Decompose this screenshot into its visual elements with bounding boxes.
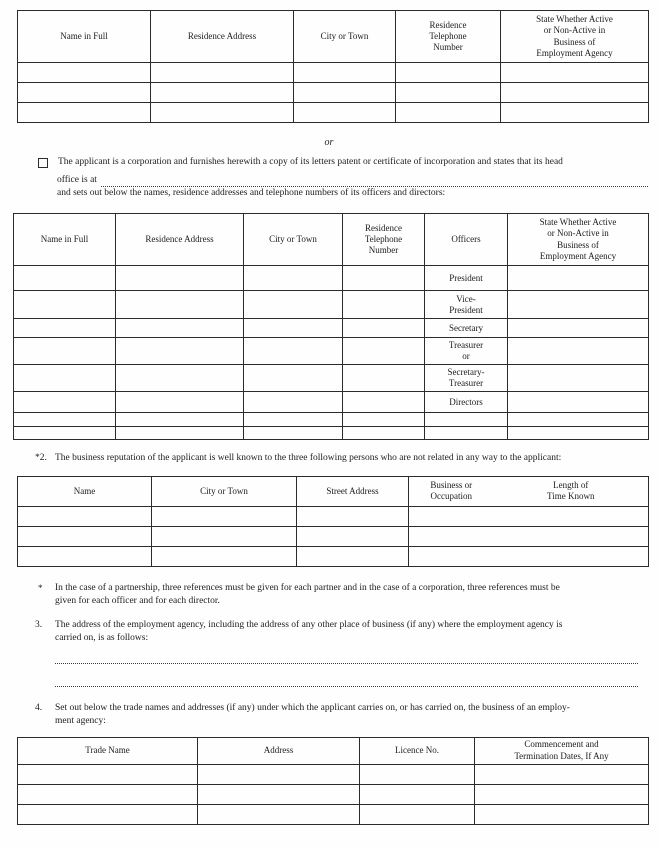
section-2-text: The business reputation of the applicant is well known to the three following persons who are not related in any way to the applicant:: [55, 453, 562, 464]
fill-cell[interactable]: [14, 427, 116, 440]
fill-cell[interactable]: [152, 526, 297, 546]
fill-cell[interactable]: [244, 413, 343, 427]
column-header-city-or-town: City or Town: [294, 11, 396, 63]
fill-cell[interactable]: [475, 764, 649, 784]
fill-cell[interactable]: [508, 392, 649, 413]
or-separator: or: [324, 137, 334, 148]
section-2: [35, 452, 640, 465]
fill-cell[interactable]: [244, 365, 343, 392]
fill-cell[interactable]: [198, 784, 360, 804]
partners-table: [17, 10, 649, 123]
table-row: [14, 266, 649, 291]
fill-cell[interactable]: [14, 392, 116, 413]
fill-cell[interactable]: [409, 506, 494, 526]
footnote-text: In the case of a partnership, three references must be given for each partner and in the case of a corporation, three references must be given for each officer and for each director.: [55, 582, 560, 606]
column-header-residence-telephone: Residence Telephone Number: [396, 11, 501, 63]
section-4: [35, 702, 640, 728]
fill-cell[interactable]: [244, 319, 343, 338]
officer-label-treasurer: Treasurer or: [425, 338, 508, 365]
column-header-active-status: State Whether Active or Non-Active in Business of Employment Agency: [501, 11, 649, 63]
fill-cell[interactable]: [18, 103, 151, 123]
table-row: [14, 392, 649, 413]
fill-cell[interactable]: [343, 291, 425, 319]
fill-cell[interactable]: [501, 83, 649, 103]
fill-cell[interactable]: [501, 103, 649, 123]
fill-cell[interactable]: [297, 506, 409, 526]
fill-cell[interactable]: [14, 319, 116, 338]
head-office-fill-line[interactable]: [101, 176, 648, 187]
corporation-checkbox[interactable]: [38, 158, 48, 168]
fill-cell[interactable]: [508, 338, 649, 365]
fill-cell[interactable]: [18, 526, 152, 546]
references-footnote: [38, 582, 640, 608]
fill-cell[interactable]: [244, 266, 343, 291]
fill-cell[interactable]: [151, 63, 294, 83]
officers-table: [13, 213, 649, 440]
fill-cell[interactable]: [18, 804, 198, 824]
fill-cell[interactable]: [508, 291, 649, 319]
fill-cell[interactable]: [18, 764, 198, 784]
column-header-trade-name: Trade Name: [18, 737, 198, 764]
corporation-clause-line1: The applicant is a corporation and furnishes herewith a copy of its letters patent or certificate of incorporation and states that its head: [58, 157, 563, 167]
column-header-city-or-town: City or Town: [152, 476, 297, 506]
fill-cell[interactable]: [14, 266, 116, 291]
officer-label-secretary-treasurer: Secretary- Treasurer: [425, 365, 508, 392]
fill-cell[interactable]: [294, 103, 396, 123]
officer-label-blank: [425, 427, 508, 440]
table-row: [18, 506, 649, 526]
fill-cell[interactable]: [116, 319, 244, 338]
fill-cell[interactable]: [508, 266, 649, 291]
fill-cell[interactable]: [244, 392, 343, 413]
table-row: [14, 365, 649, 392]
section-4-text: Set out below the trade names and addresses (if any) under which the applicant carries on, or has carried on, the business of an employ- ment agency:: [55, 703, 570, 726]
fill-cell[interactable]: [360, 784, 475, 804]
fill-cell[interactable]: [244, 427, 343, 440]
column-header-active-status: State Whether Active or Non-Active in Business of Employment Agency: [508, 214, 649, 266]
fill-cell[interactable]: [409, 546, 494, 566]
trade-names-table: [17, 737, 649, 825]
fill-cell[interactable]: [343, 392, 425, 413]
fill-cell[interactable]: [14, 365, 116, 392]
fill-cell[interactable]: [343, 319, 425, 338]
table-row: [14, 338, 649, 365]
agency-address-fill-line[interactable]: [55, 662, 638, 664]
fill-cell[interactable]: [116, 392, 244, 413]
section-3-text: The address of the employment agency, including the address of any other place of business (if any) where the employment agency is carried on, is as follows:: [55, 620, 563, 644]
fill-cell[interactable]: [508, 365, 649, 392]
table-row: [18, 546, 649, 566]
fill-cell[interactable]: [198, 764, 360, 784]
fill-cell[interactable]: [396, 83, 501, 103]
column-header-residence-telephone: Residence Telephone Number: [343, 214, 425, 266]
officer-label-secretary: Secretary: [425, 319, 508, 338]
fill-cell[interactable]: [508, 413, 649, 427]
fill-cell[interactable]: [116, 266, 244, 291]
fill-cell[interactable]: [475, 784, 649, 804]
table-row: [14, 319, 649, 338]
column-header-residence-address: Residence Address: [116, 214, 244, 266]
fill-cell[interactable]: [152, 546, 297, 566]
column-header-name-in-full: Name in Full: [18, 11, 151, 63]
fill-cell[interactable]: [396, 103, 501, 123]
officer-label-directors: Directors: [425, 392, 508, 413]
fill-cell[interactable]: [297, 526, 409, 546]
fill-cell[interactable]: [396, 63, 501, 83]
section-4-number: 4.: [35, 703, 43, 714]
officer-label-blank: [425, 413, 508, 427]
column-header-residence-address: Residence Address: [151, 11, 294, 63]
fill-cell[interactable]: [244, 291, 343, 319]
table-row: [18, 83, 649, 103]
section-3-number: 3.: [35, 620, 43, 631]
fill-cell[interactable]: [501, 63, 649, 83]
table-row: [14, 413, 649, 427]
fill-cell[interactable]: [18, 546, 152, 566]
fill-cell[interactable]: [494, 506, 649, 526]
fill-cell[interactable]: [343, 338, 425, 365]
fill-cell[interactable]: [360, 764, 475, 784]
column-header-city-or-town: City or Town: [244, 214, 343, 266]
table-row: [18, 784, 649, 804]
corporation-clause: [38, 156, 648, 199]
fill-cell[interactable]: [116, 413, 244, 427]
fill-cell[interactable]: [14, 338, 116, 365]
fill-cell[interactable]: [14, 413, 116, 427]
officer-label-president: President: [425, 266, 508, 291]
column-header-commencement-termination: Commencement and Termination Dates, If Any: [475, 737, 649, 764]
fill-cell[interactable]: [116, 427, 244, 440]
fill-cell[interactable]: [294, 63, 396, 83]
table-row: [18, 764, 649, 784]
fill-cell[interactable]: [18, 784, 198, 804]
fill-cell[interactable]: [151, 103, 294, 123]
column-header-address: Address: [198, 737, 360, 764]
fill-cell[interactable]: [343, 413, 425, 427]
fill-cell[interactable]: [409, 526, 494, 546]
table-row: [14, 427, 649, 440]
fill-cell[interactable]: [18, 83, 151, 103]
fill-cell[interactable]: [18, 63, 151, 83]
fill-cell[interactable]: [116, 291, 244, 319]
fill-cell[interactable]: [343, 365, 425, 392]
column-header-street-address: Street Address: [297, 476, 409, 506]
section-3: [35, 619, 640, 645]
column-header-business-occupation: Business or Occupation: [409, 476, 494, 506]
office-is-at-label: office is at: [57, 175, 97, 186]
references-table: [17, 476, 649, 567]
officer-label-vice-president: Vice- President: [425, 291, 508, 319]
fill-cell[interactable]: [294, 83, 396, 103]
fill-cell[interactable]: [475, 804, 649, 824]
table-row: [14, 291, 649, 319]
fill-cell[interactable]: [116, 365, 244, 392]
column-header-officers: Officers: [425, 214, 508, 266]
column-header-licence-no: Licence No.: [360, 737, 475, 764]
fill-cell[interactable]: [343, 427, 425, 440]
fill-cell[interactable]: [152, 506, 297, 526]
column-header-name-in-full: Name in Full: [14, 214, 116, 266]
fill-cell[interactable]: [198, 804, 360, 824]
corporation-clause-line3: and sets out below the names, residence addresses and telephone numbers of its officers and directors:: [57, 187, 446, 198]
fill-cell[interactable]: [297, 546, 409, 566]
agency-address-fill-line[interactable]: [55, 685, 638, 687]
fill-cell[interactable]: [360, 804, 475, 824]
fill-cell[interactable]: [494, 546, 649, 566]
fill-cell[interactable]: [343, 266, 425, 291]
table-row: [18, 526, 649, 546]
column-header-length-time-known: Length of Time Known: [494, 476, 649, 506]
fill-cell[interactable]: [508, 319, 649, 338]
fill-cell[interactable]: [18, 506, 152, 526]
fill-cell[interactable]: [151, 83, 294, 103]
fill-cell[interactable]: [14, 291, 116, 319]
fill-cell[interactable]: [244, 338, 343, 365]
section-2-number: *2.: [35, 453, 47, 464]
table-row: [18, 103, 649, 123]
column-header-name: Name: [18, 476, 152, 506]
table-row: [18, 63, 649, 83]
fill-cell[interactable]: [116, 338, 244, 365]
footnote-marker: *: [38, 582, 43, 593]
table-row: [18, 804, 649, 824]
fill-cell[interactable]: [494, 526, 649, 546]
fill-cell[interactable]: [508, 427, 649, 440]
